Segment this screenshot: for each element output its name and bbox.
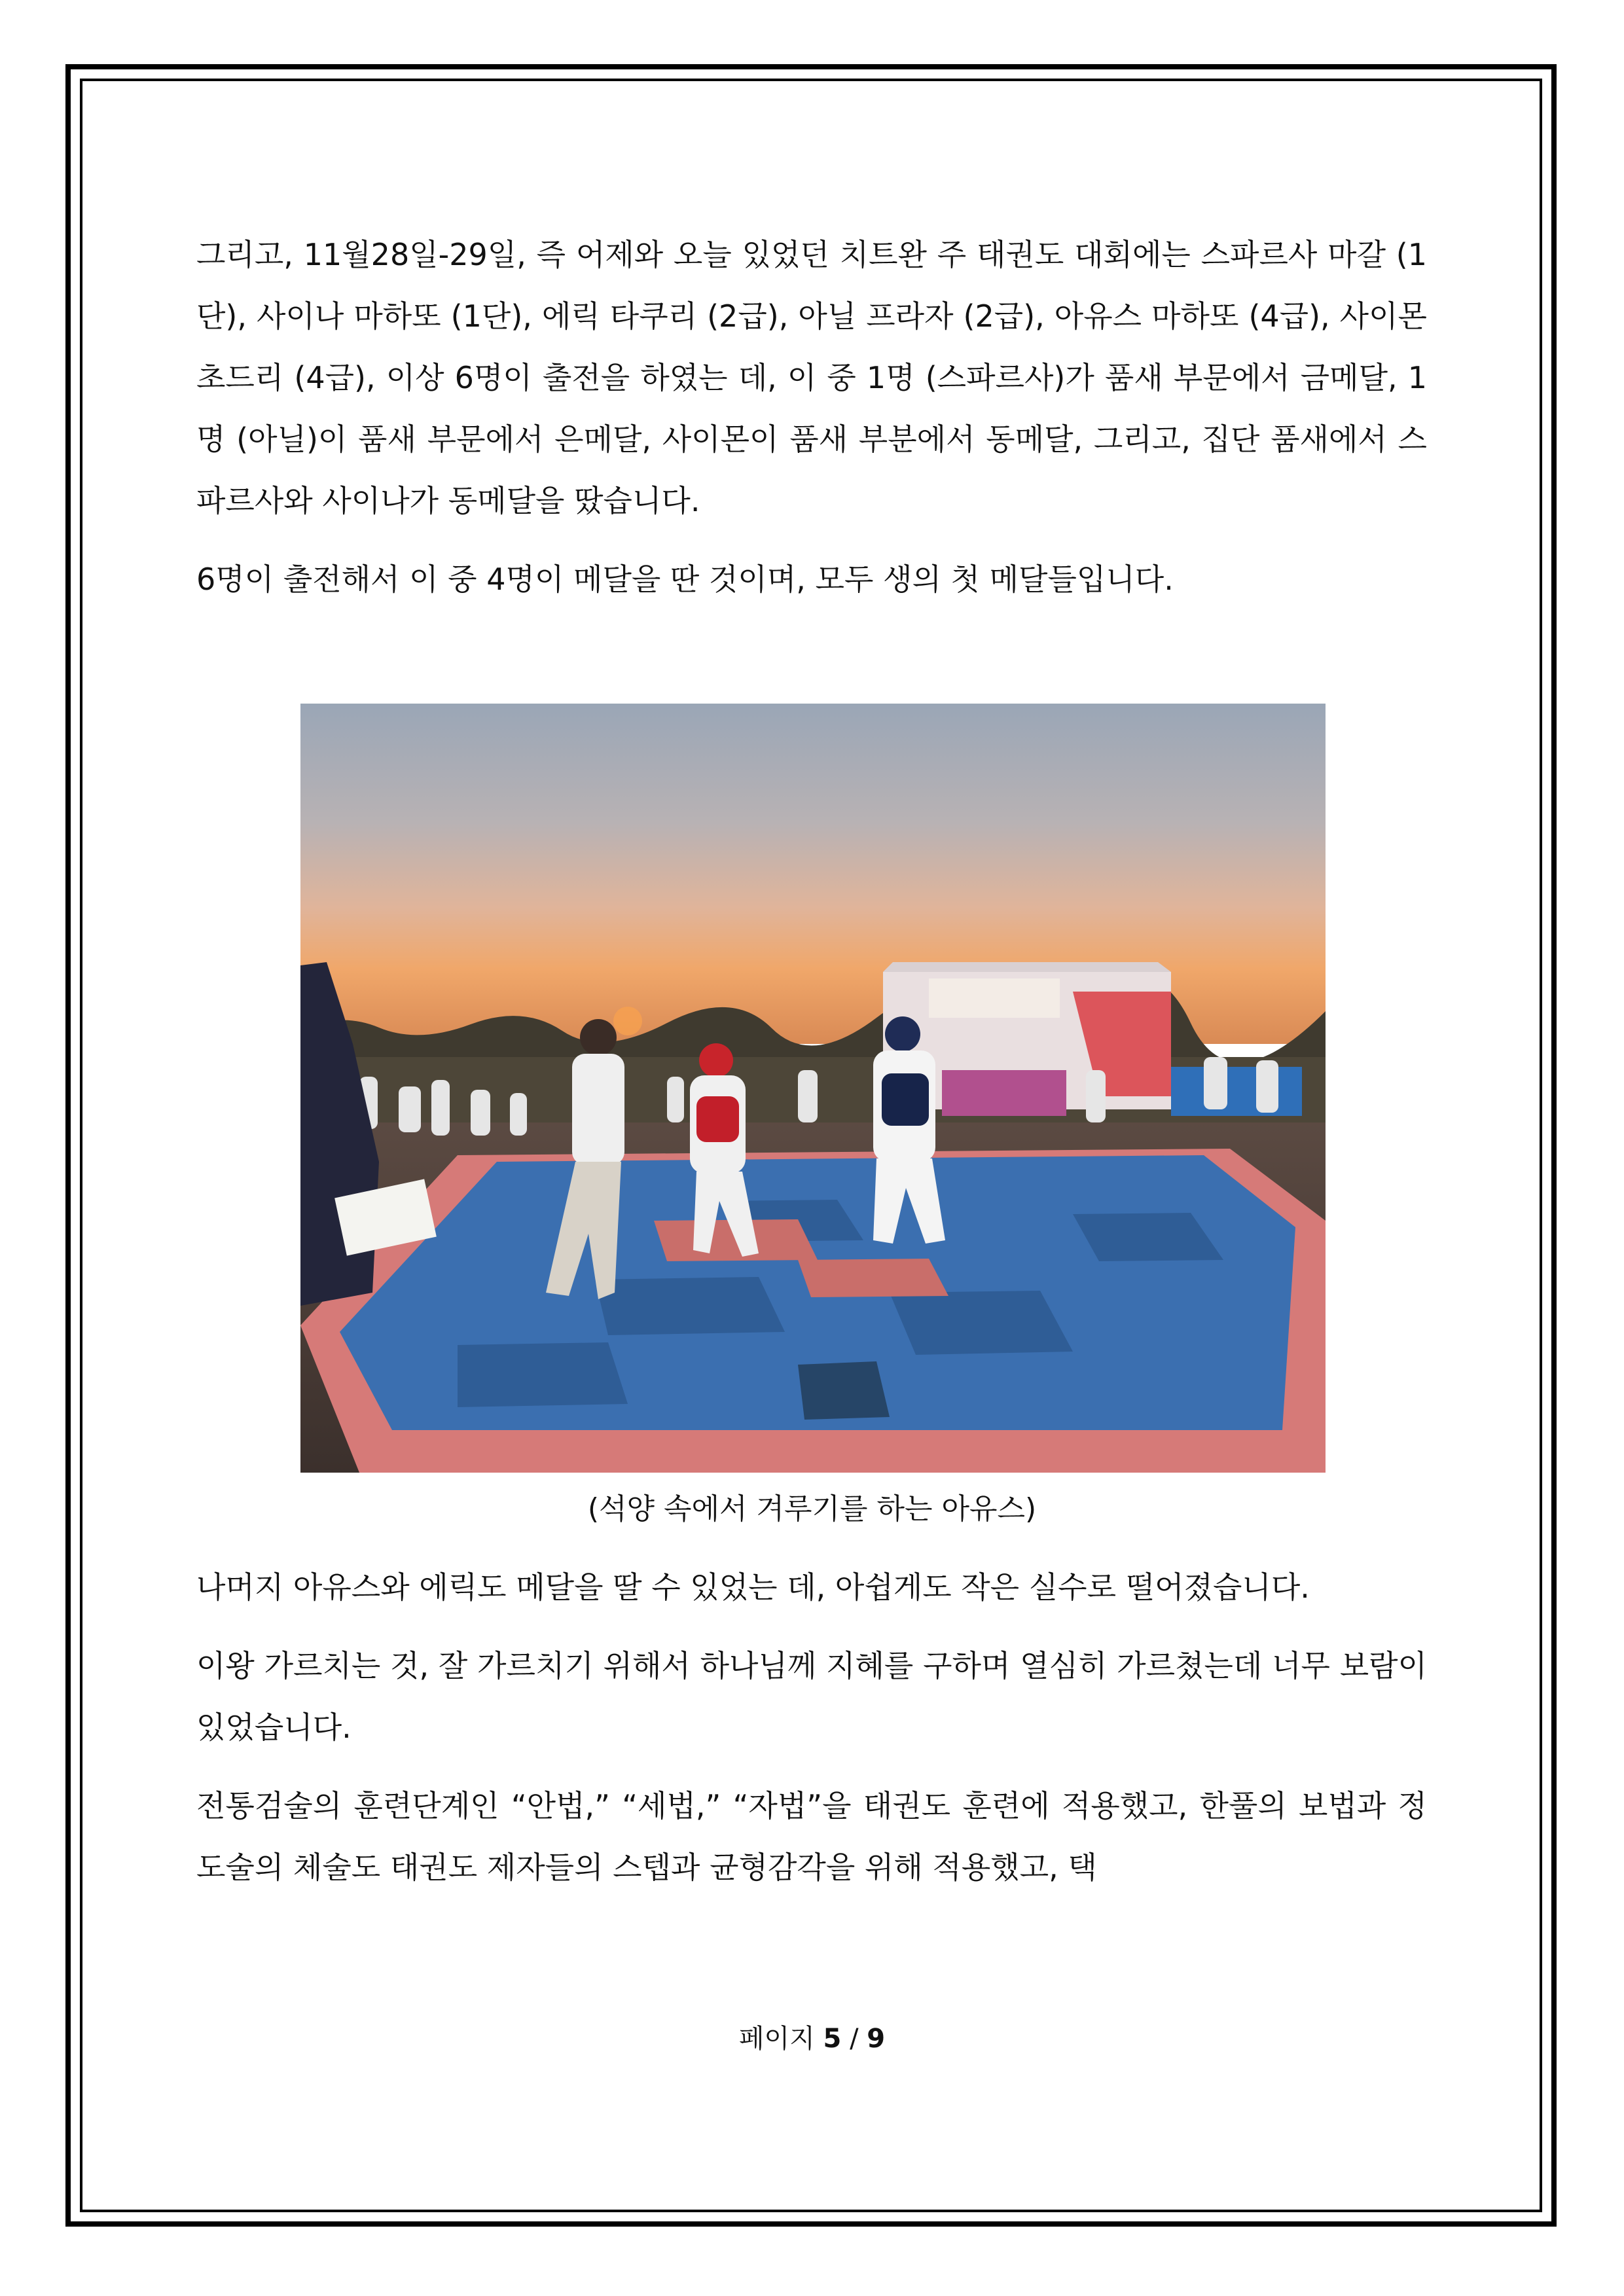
figure-caption: (석양 속에서 겨루기를 하는 아유스) [587, 1492, 1037, 1526]
paragraph-5: 전통검술의 훈련단계인 “안법,” “세법,” “자법”을 태권도 훈련에 적용했고, 한풀의 보법과 정도술의 체술도 태권도 제자들의 스텝과 균형감각을 위해 적용했고, 택 [196, 1788, 1427, 1885]
sunset-sparring-photo-icon [300, 704, 1326, 1473]
footer-total-pages: 9 [867, 2024, 886, 2054]
paragraph-1: 그리고, 11월28일-29일, 즉 어제와 오늘 있었던 치트완 주 태권도 대회에는 스파르사 마갈 (1단), 사이나 마하또 (1단), 에릭 타쿠리 (2급), 아닐 프라자 (2급), 아유스 마하또 (4급), 사이몬 초드리 (4급), 이상 6명이 출전을 하였는 데, 이 중 1명 (스파르사)가 품새 부문에서 금메달, 1명 (아닐)이 품새 부문에서 은메달, 사이몬이 품새 부분에서 동메달, 그리고, 집단 품새에서 스파르사와 사이나가 동메달을 땄습니다. [196, 237, 1427, 518]
paragraph-4: 이왕 가르치는 것, 잘 가르치기 위해서 하나님께 지혜를 구하며 열심히 가르쳤는데 너무 보람이 있었습니다. [196, 1648, 1427, 1745]
paragraph-2: 6명이 출전해서 이 중 4명이 메달을 딴 것이며, 모두 생의 첫 메달들입니다. [196, 562, 1174, 597]
footer-prefix: 페이지 [738, 2024, 815, 2054]
body-text-top [196, 224, 1427, 610]
footer-current-page: 5 [823, 2024, 842, 2054]
body-text-bottom [196, 1556, 1427, 1898]
page-footer [0, 2020, 1624, 2057]
footer-separator: / [850, 2024, 859, 2054]
photo-taekwondo-sparring [300, 704, 1326, 1473]
paragraph-3: 나머지 아유스와 에릭도 메달을 딸 수 있었는 데, 아쉽게도 작은 실수로 떨어졌습니다. [196, 1570, 1310, 1605]
